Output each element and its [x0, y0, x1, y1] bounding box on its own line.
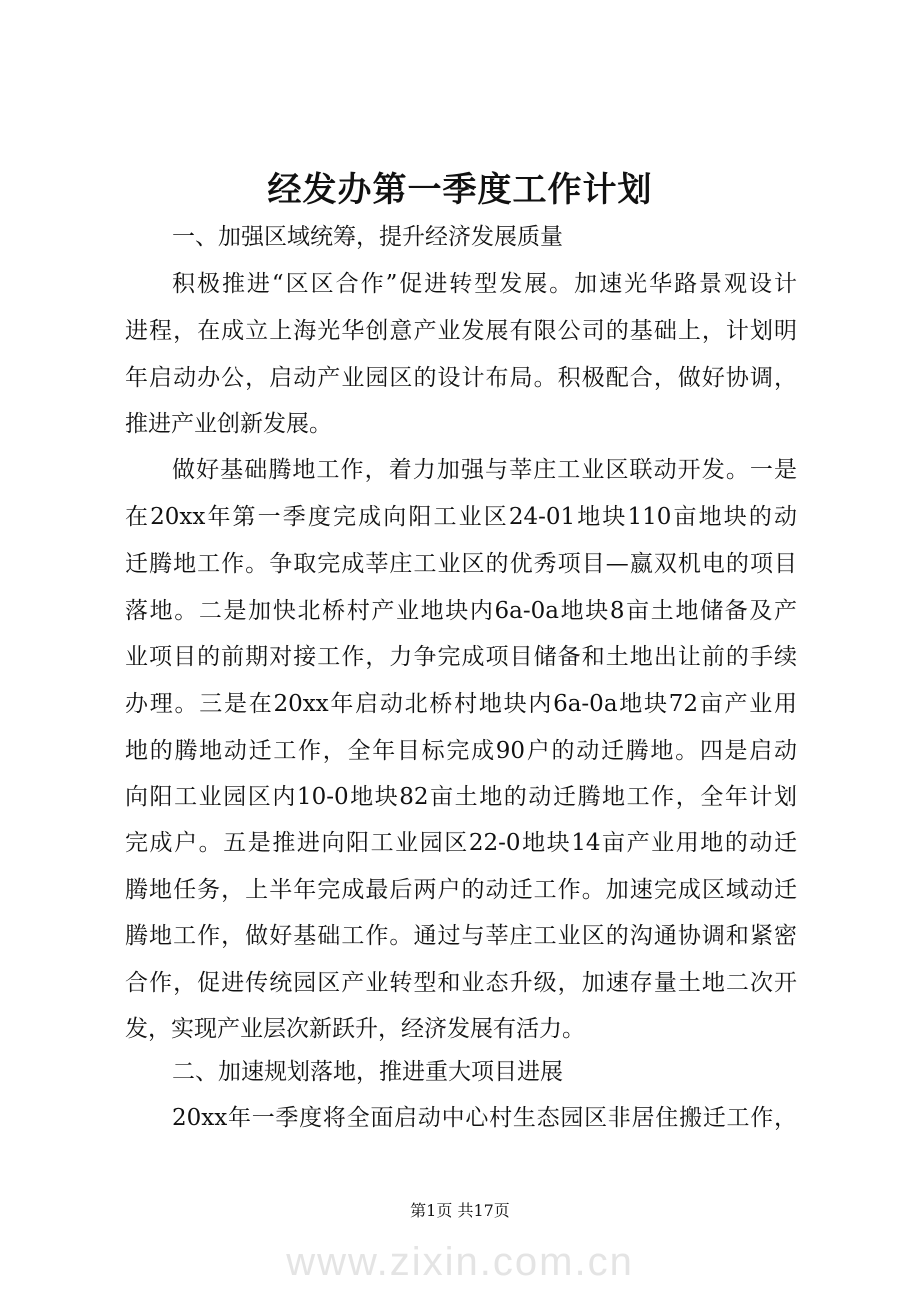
watermark: www.zixin.com.cn [286, 1240, 634, 1284]
section-heading-1: 一、加强区域统筹，提升经济发展质量 [172, 224, 563, 250]
paragraph-line: 腾地任务，上半年完成最后两户的动迁工作。加速完成区域动迁 [125, 877, 797, 903]
section-heading-2: 二、加速规划落地，推进重大项目进展 [172, 1059, 563, 1085]
paragraph-line: 地的腾地动迁工作，全年目标完成90户的动迁腾地。四是启动 [125, 738, 797, 764]
paragraph-line: 迁腾地工作。争取完成莘庄工业区的优秀项目—嬴双机电的项目 [125, 551, 797, 577]
page-title: 经发办第一季度工作计划 [267, 170, 653, 210]
paragraph-line: 发，实现产业层次新跃升，经济发展有活力。 [125, 1016, 585, 1042]
paragraph-line: 落地。二是加快北桥村产业地块内6a-0a地块8亩土地储备及产 [125, 598, 797, 624]
paragraph-line: 做好基础腾地工作，着力加强与莘庄工业区联动开发。一是 [172, 457, 797, 483]
paragraph-line: 向阳工业园区内10-0地块82亩土地的动迁腾地工作，全年计划 [125, 784, 797, 810]
paragraph-line: 腾地工作，做好基础工作。通过与莘庄工业区的沟通协调和紧密 [125, 923, 797, 949]
paragraph-line: 积极推进“区区合作”促进转型发展。加速光华路景观设计 [172, 271, 797, 297]
paragraph-line: 推进产业创新发展。 [125, 411, 332, 437]
paragraph-line: 在20xx年第一季度完成向阳工业区24-01地块110亩地块的动 [125, 504, 797, 530]
paragraph-line: 完成户。五是推进向阳工业园区22-0地块14亩产业用地的动迁 [125, 830, 797, 856]
paragraph-line: 进程，在成立上海光华创意产业发展有限公司的基础上，计划明 [125, 318, 797, 344]
paragraph-line: 年启动办公，启动产业园区的设计布局。积极配合，做好协调， [125, 365, 797, 391]
paragraph-line: 业项目的前期对接工作，力争完成项目储备和土地出让前的手续 [125, 644, 797, 670]
paragraph-line: 合作，促进传统园区产业转型和业态升级，加速存量土地二次开 [125, 970, 797, 996]
paragraph-line: 20xx年一季度将全面启动中心村生态园区非居住搬迁工作， [172, 1105, 797, 1131]
paragraph-line: 办理。三是在20xx年启动北桥村地块内6a-0a地块72亩产业用 [125, 691, 797, 717]
page-footer: 第1页 共17页 [410, 1201, 510, 1220]
